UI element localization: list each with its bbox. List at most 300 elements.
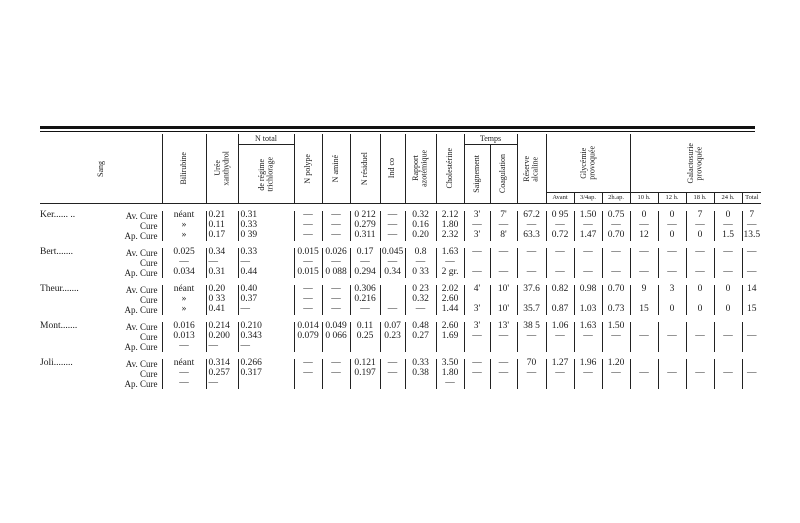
blood-analysis-table [40,134,761,396]
table-row [40,285,761,295]
data-cell: 15 [630,305,658,315]
data-cell: 1.5 [714,231,742,241]
table-row [40,211,761,221]
data-cell: — [464,369,490,379]
data-cell: 7' [490,211,517,221]
data-cell [490,342,517,352]
data-cell: 0 [658,305,686,315]
data-cell: 0.294 [350,268,380,278]
cure-label: Av. Cure [100,211,162,221]
data-cell [686,342,714,352]
data-cell: 1.47 [574,231,602,241]
data-cell: 67.2 [517,211,546,221]
data-cell: — [602,332,630,342]
data-cell: 0 066 [322,332,350,342]
data-cell [380,342,405,352]
data-cell: 0 212 [350,211,380,221]
data-cell: » [162,221,206,231]
data-cell: — [714,248,742,258]
data-cell: — [686,268,714,278]
data-cell: — [658,332,686,342]
data-cell: 15 [747,304,757,315]
data-cell: — [546,268,574,278]
patient-name: Bert....... [40,247,73,258]
data-cell: — [574,248,602,258]
table-header [40,134,761,204]
data-cell: 0.279 [350,221,380,231]
data-cell: 0 088 [322,268,350,278]
patient-name [40,268,100,278]
data-cell: 0.17 [206,231,238,241]
data-cell: — [380,359,405,369]
header-rapport: Rapport azotémique [405,134,436,204]
cure-label: Av. Cure [100,359,162,369]
data-cell: 0 [686,285,714,295]
data-cell: 14 [747,284,757,295]
patient-name [40,342,100,352]
data-cell: — [380,221,405,231]
data-cell: 0.317 [238,369,294,379]
data-cell: 2.60 [436,295,464,305]
data-cell: 0.049 [322,322,350,332]
data-cell: — [546,332,574,342]
data-cell: — [686,369,714,379]
data-cell: 10' [490,305,517,315]
cure-label: Cure [100,295,162,305]
data-cell: — [630,268,658,278]
data-cell: 0.17 [350,248,380,258]
data-cell: — [405,305,436,315]
data-cell: 2.60 [436,322,464,332]
data-cell: — [517,248,546,258]
data-cell: 0.200 [206,332,238,342]
data-cell [658,379,686,389]
data-cell: — [686,332,714,342]
data-cell: 38 5 [517,322,546,332]
data-cell: — [658,268,686,278]
data-cell: 1.96 [574,359,602,369]
data-cell: 0 33 [405,268,436,278]
data-cell: — [294,231,322,241]
patient-name [40,369,100,379]
data-cell: 0.8 [405,248,436,258]
data-cell: — [322,285,350,295]
data-cell: 0 95 [546,211,574,221]
data-cell: — [490,359,517,369]
data-cell: — [714,332,742,342]
data-cell [464,379,490,389]
data-cell: — [490,248,517,258]
table-row [40,221,761,231]
cure-label: Cure [100,258,162,268]
data-cell: 0.38 [405,369,436,379]
data-cell: — [602,221,630,231]
data-cell [574,379,602,389]
header-gal-10: 10 h. [630,193,658,204]
table-row [40,332,761,342]
data-cell: — [747,267,757,278]
data-cell: — [490,221,517,231]
data-cell: — [405,258,436,268]
top-thin-rule [40,131,755,132]
cure-label: Ap. Cure [100,231,162,241]
data-cell: 0 [630,211,658,221]
data-cell: 2.32 [436,231,464,241]
data-cell: 0.025 [162,248,206,258]
data-cell [714,379,742,389]
data-cell: — [517,268,546,278]
data-cell: — [294,211,322,221]
data-cell: — [574,268,602,278]
data-cell: 1.50 [574,211,602,221]
data-cell: 0.210 [238,322,294,332]
data-cell: 0.21 [206,211,238,221]
data-cell: — [630,369,658,379]
data-cell: — [630,221,658,231]
data-cell: 3' [464,305,490,315]
data-cell: — [162,369,206,379]
data-cell: 63.3 [517,231,546,241]
data-cell: — [322,369,350,379]
data-cell: — [630,248,658,258]
data-cell [630,379,658,389]
data-cell: — [714,268,742,278]
data-cell [380,285,405,295]
data-cell [658,342,686,352]
data-cell: 0.25 [350,332,380,342]
data-cell [380,379,405,389]
data-cell [602,342,630,352]
table-row [40,359,761,369]
patient-name [40,379,100,389]
data-cell: 0.07 [380,322,405,332]
data-cell: 0.20 [405,231,436,241]
data-cell: 2.12 [436,211,464,221]
data-cell: — [602,248,630,258]
data-cell: 2 gr. [436,268,464,278]
table-body [40,204,761,397]
header-gal-12: 12 h. [658,193,686,204]
data-cell [350,379,380,389]
data-cell: 0.72 [546,231,574,241]
data-cell: 0 39 [238,231,294,241]
header-saignement: Saignement [464,145,490,204]
data-cell: 0.48 [405,322,436,332]
data-cell: 0.70 [602,231,630,241]
data-cell [238,379,294,389]
data-cell: 0.306 [350,285,380,295]
data-cell: — [490,268,517,278]
data-cell: 0.87 [546,305,574,315]
data-cell: 0.70 [602,285,630,295]
data-cell: — [436,379,464,389]
data-cell: — [602,369,630,379]
data-cell: — [380,231,405,241]
header-coagulation: Coagulation [490,145,517,204]
data-cell: néant [162,285,206,295]
data-cell: 0.16 [405,221,436,231]
data-cell: 0.33 [238,221,294,231]
data-cell: 0.44 [238,268,294,278]
header-uree: Urée xanthydrol [206,134,238,204]
cure-label: Cure [100,332,162,342]
data-cell: — [322,305,350,315]
data-cell: 9 [630,285,658,295]
data-cell: — [380,305,405,315]
data-cell: 13' [490,322,517,332]
data-cell [686,379,714,389]
data-cell [322,342,350,352]
data-cell: 0 33 [206,295,238,305]
data-cell: 4' [464,285,490,295]
data-cell [490,379,517,389]
header-gal-18: 18 h. [686,193,714,204]
data-cell [350,342,380,352]
data-cell: 0.314 [206,359,238,369]
data-cell: 0.27 [405,332,436,342]
header-nresiduel: N résiduel [350,134,380,204]
cure-label: Cure [100,369,162,379]
patient-name [40,258,100,268]
data-cell: — [546,221,574,231]
data-cell: 0.33 [238,248,294,258]
data-cell: — [350,305,380,315]
header-glyc-34: 3/4ap. [574,193,602,204]
data-cell: 0.34 [380,268,405,278]
data-cell: — [294,305,322,315]
data-cell: — [602,268,630,278]
data-cell: — [322,359,350,369]
data-cell [464,342,490,352]
data-cell: — [380,369,405,379]
data-cell: 0 [686,231,714,241]
data-cell: 0.197 [350,369,380,379]
data-cell: — [464,332,490,342]
data-cell [714,342,742,352]
data-cell: 0.33 [405,359,436,369]
data-cell: — [658,369,686,379]
data-cell: — [322,211,350,221]
data-cell: — [464,248,490,258]
data-cell: 0.045 [381,247,404,258]
header-ntotal-sub: de régime trichlorage [238,145,294,204]
data-cell: » [162,231,206,241]
data-cell [574,342,602,352]
header-temps-group: Temps [464,134,517,145]
data-cell: » [162,305,206,315]
data-cell [546,379,574,389]
data-cell: 35.7 [517,305,546,315]
patient-name [40,332,100,342]
data-cell: — [206,379,238,389]
patient-name [40,231,100,241]
data-cell: — [350,258,380,268]
patient-name [40,305,100,315]
data-cell: 0.013 [162,332,206,342]
data-cell: — [294,258,322,268]
data-cell: néant [162,211,206,221]
data-cell: 0.20 [206,285,238,295]
cure-label: Ap. Cure [100,342,162,352]
data-cell [742,342,761,352]
data-cell: 0 [658,231,686,241]
data-cell: 7 [686,211,714,221]
data-cell: 0.016 [162,322,206,332]
data-cell: — [322,221,350,231]
data-cell: 0.015 [294,248,322,258]
data-cell: — [630,332,658,342]
header-gal-24: 24 h. [714,193,742,204]
data-cell: — [294,369,322,379]
patient-name: Ker...... .. [40,210,76,221]
header-glyc-2h: 2h.ap. [602,193,630,204]
data-cell: 0.34 [206,248,238,258]
data-cell: — [517,369,546,379]
data-cell: — [490,332,517,342]
data-cell: néant [162,359,206,369]
data-cell: — [747,247,757,258]
data-cell: 10' [490,285,517,295]
data-cell: — [294,285,322,295]
data-cell: — [464,221,490,231]
data-cell: 3' [464,322,490,332]
cure-label: Ap. Cure [100,379,162,389]
data-cell: 1.27 [546,359,574,369]
data-cell: 0.026 [322,248,350,258]
data-cell: — [322,295,350,305]
data-cell: 1.03 [574,305,602,315]
data-cell: 37.6 [517,285,546,295]
data-cell: 1.63 [574,322,602,332]
table-row [40,268,761,278]
data-cell: — [686,221,714,231]
data-cell: — [322,231,350,241]
data-cell: 0.079 [294,332,322,342]
data-cell: 13.5 [743,230,761,241]
header-glycemie: Glycémie provoquée [546,134,630,193]
patient-name: Theur....... [40,284,79,295]
data-cell: 0.311 [350,231,380,241]
data-cell: — [238,342,294,352]
data-cell: — [517,221,546,231]
header-bilirubine: Bilirubine [162,134,206,204]
data-cell: — [206,342,238,352]
data-cell: — [658,248,686,258]
data-cell: 7 [749,210,755,221]
data-cell: 0.11 [350,322,380,332]
data-cell: 0 [714,305,742,315]
table-row [40,305,761,315]
table-row [40,369,761,379]
data-cell: — [380,258,405,268]
data-cell: 0.266 [238,359,294,369]
cure-label: Cure [100,221,162,231]
data-cell: 1.50 [602,322,630,332]
cure-label: Av. Cure [100,248,162,258]
data-cell: — [238,258,294,268]
data-cell [405,342,436,352]
data-cell: 0 [714,285,742,295]
data-cell [517,379,546,389]
data-cell: 0 23 [405,285,436,295]
data-cell [630,342,658,352]
top-thick-rule [40,126,755,129]
data-cell: — [574,332,602,342]
data-cell [322,379,350,389]
data-cell: 1.69 [436,332,464,342]
data-cell: 0 [658,211,686,221]
header-galactosurie: Galactosurie provoquée [630,134,761,193]
table-row [40,295,761,305]
data-cell: 0.11 [206,221,238,231]
data-cell: 0.82 [546,285,574,295]
data-cell: — [464,359,490,369]
cure-label: Av. Cure [100,285,162,295]
patient-name [40,295,100,305]
data-cell: — [574,221,602,231]
data-cell [294,379,322,389]
data-cell: — [747,331,757,342]
data-cell: 0 [714,211,742,221]
data-cell: 0.98 [574,285,602,295]
data-cell: — [546,248,574,258]
table-row [40,379,761,389]
data-cell: 0.31 [206,268,238,278]
data-cell: 0.23 [380,332,405,342]
data-cell: 1.80 [436,221,464,231]
patient-name: Mont....... [40,321,78,332]
data-cell: — [380,211,405,221]
data-cell: 12 [630,231,658,241]
header-gal-total: Total [742,193,761,204]
data-cell: — [490,369,517,379]
data-cell: 0.257 [206,369,238,379]
data-cell: 3' [464,231,490,241]
data-cell: 1.80 [436,369,464,379]
data-cell: — [574,369,602,379]
data-cell: — [162,342,206,352]
data-cell: 3 [658,285,686,295]
data-cell: » [162,295,206,305]
data-cell: 3.50 [436,359,464,369]
cure-label: Ap. Cure [100,268,162,278]
data-cell: 0.75 [602,211,630,221]
data-cell: 2.02 [436,285,464,295]
data-cell: — [714,221,742,231]
data-cell: 0.014 [294,322,322,332]
data-cell: 0.216 [350,295,380,305]
header-reserve: Réserve alcaline [517,134,546,204]
data-cell: 0.343 [238,332,294,342]
data-cell [436,342,464,352]
patient-name: Joli........ [40,358,73,369]
header-indco: Ind co [380,134,405,204]
data-cell: 8' [490,231,517,241]
data-cell [405,379,436,389]
data-cell: — [206,258,238,268]
data-cell: 0.73 [602,305,630,315]
data-cell: — [436,258,464,268]
data-cell: 0.32 [405,295,436,305]
data-cell: — [322,258,350,268]
cure-label: Ap. Cure [100,305,162,315]
header-namine: N aminé [322,134,350,204]
data-cell: — [294,221,322,231]
data-cell: — [747,368,757,379]
data-cell: 0.121 [350,359,380,369]
data-cell: 1.44 [436,305,464,315]
data-cell: 0.31 [238,211,294,221]
